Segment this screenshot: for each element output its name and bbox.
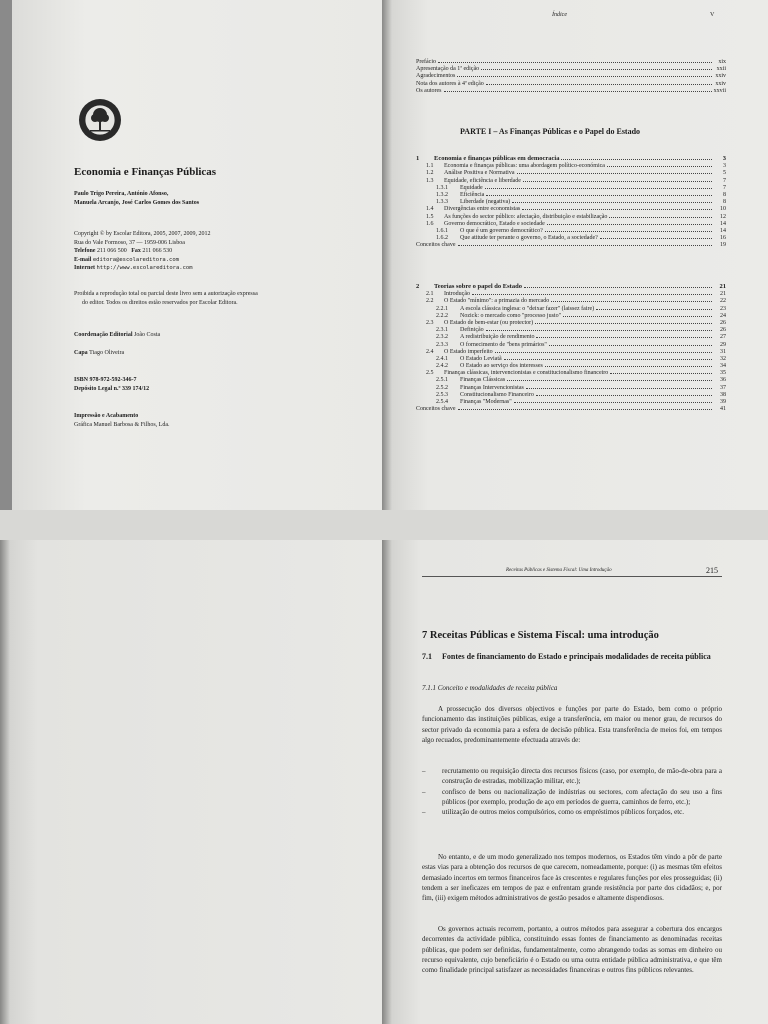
- toc-entry-page: 14: [720, 227, 726, 234]
- toc-leader-dots: [535, 319, 712, 324]
- toc-leader-dots: [486, 80, 712, 85]
- toc-entry-page: 7: [723, 184, 726, 191]
- toc-leader-dots: [444, 87, 712, 92]
- toc-entry-title: 2.5.2 Finanças Intervencionistas: [436, 384, 524, 391]
- toc-leader-dots: [507, 376, 712, 381]
- toc-leader-dots: [547, 220, 712, 225]
- toc-entry: [416, 362, 726, 369]
- publisher-seal-icon: [78, 98, 122, 142]
- toc-entry: [416, 283, 726, 290]
- toc-leader-dots: [523, 177, 712, 182]
- front-matter-list: [416, 58, 726, 94]
- gutter-shadow: [382, 540, 392, 1024]
- toc-entry-number: 1.3.2: [436, 191, 448, 198]
- toc-entry-title: 2.2.1 A escola clássica inglesa: o "deixar fazer" (laissez faire): [436, 305, 595, 312]
- toc-leader-dots: [495, 348, 712, 353]
- toc-entry-page: 16: [720, 235, 726, 242]
- paragraph-3: Os governos actuais recorrem, portanto, a outros métodos para assegurar a cobertura dos encargos decorrentes da actividade pública, constituindo essas fontes de financiamento as denominadas receitas públicas, que podem ser definidas, fundamentalmente, como abrangendo todas as somas em dinheiro ou recurso equivalente, cujo beneficiário é o Estado ou uma outra entidade pública administrativa, e que têm como finalidade principal satisfazer as necessidades financeiras e outros fins públicos relevantes.: [422, 925, 722, 975]
- toc-entry-number: 2.4.2: [436, 363, 448, 370]
- toc-entry-number: 2.3.1: [436, 327, 448, 334]
- toc-entry-number: 1.4: [426, 206, 434, 213]
- toc-entry-number: 2.2.1: [436, 305, 448, 312]
- running-header: Receitas Públicas e Sistema Fiscal: Uma Introdução: [506, 568, 612, 573]
- toc-entry-number: 1.6.1: [436, 227, 448, 234]
- toc-entry: [416, 227, 726, 234]
- toc-entry-page: 37: [720, 384, 726, 391]
- toc-leader-dots: [486, 191, 712, 196]
- toc-entry-number: 2: [416, 283, 420, 290]
- toc-entry: [416, 326, 726, 333]
- toc-entry: [416, 376, 726, 383]
- toc-entry-page: 27: [720, 334, 726, 341]
- toc-entry-title: 1.3.3 Liberdade (negativa): [436, 199, 511, 206]
- toc-entry: [416, 333, 726, 340]
- toc-entry-title: 2.3 O Estado de bem-estar (ou protector): [426, 319, 534, 326]
- toc-entry-number: 2.5.2: [436, 384, 448, 391]
- toc-entry-page: 36: [720, 377, 726, 384]
- list-item: [422, 766, 722, 787]
- toc-entry-title: 2.5 Finanças clássicas, intervencionistas e constitucionalismo financeiro: [426, 370, 609, 377]
- toc-leader-dots: [561, 155, 712, 160]
- toc-leader-dots: [545, 227, 712, 232]
- page-index: [382, 0, 768, 510]
- toc-leader-dots: [524, 283, 712, 288]
- toc-entry-number: 2.5.4: [436, 399, 448, 405]
- list-item: [422, 787, 722, 808]
- toc-entry: [416, 405, 726, 412]
- toc-leader-dots: [458, 405, 713, 410]
- subsection-heading: 7.1.1 Conceito e modalidades de receita pública: [422, 684, 558, 692]
- toc-leader-dots: [514, 398, 712, 403]
- toc-entry-title: 2.4 O Estado imperfeito: [426, 348, 493, 355]
- toc-entry-title: 2.5.3 Constitucionalismo Financeiro: [436, 391, 534, 398]
- toc-entry-title: Conceitos chave: [416, 242, 456, 249]
- list-dash: –: [422, 808, 426, 817]
- toc-entry-number: 2.5: [426, 370, 434, 377]
- toc-entry-title: 1.4 Divergências entre economistas: [426, 206, 521, 213]
- list-item-text: utilização de outros meios compulsórios, como os empréstimos públicos forçados, etc.: [442, 808, 685, 817]
- toc-leader-dots: [536, 333, 712, 338]
- toc-entry-page: 5: [723, 170, 726, 177]
- toc-entry: [416, 305, 726, 312]
- toc-entry-number: 1.1: [426, 163, 434, 170]
- cover-credit: Capa Tiago Oliveira: [74, 350, 125, 356]
- toc-entry-title: 2.2 O Estado "mínimo": a primazia do mercado: [426, 298, 550, 305]
- toc-entry-page: 39: [720, 399, 726, 405]
- toc-entry: [416, 398, 726, 405]
- toc-entry: [416, 369, 726, 376]
- toc-entry-title: 2.1 Introdução: [426, 291, 470, 298]
- list-item-text: confisco de bens ou nacionalização de indústrias ou sectores, com afectação do seu uso a fins públicos (por exemplo, produção de aço em períodos de guerra, caminhos de ferro, etc.);: [442, 787, 722, 806]
- toc-entry: [416, 241, 726, 248]
- toc-leader-dots: [536, 391, 712, 396]
- toc-leader-dots: [609, 213, 712, 218]
- editorial-coordination: Coordenação Editorial João Costa: [74, 332, 161, 338]
- toc-entry-number: 1.6: [426, 220, 434, 227]
- toc-entry: [416, 58, 726, 65]
- page-blank: [0, 540, 382, 1024]
- chapter-title: 7 Receitas Públicas e Sistema Fiscal: uma introdução: [422, 630, 659, 641]
- toc-entry: [416, 391, 726, 398]
- toc-entry-title: 2.3.2 A redistribuição de rendimento: [436, 334, 535, 341]
- toc-entry-page: 35: [720, 370, 726, 377]
- toc-leader-dots: [517, 169, 713, 174]
- toc-leader-dots: [472, 290, 712, 295]
- toc-entry-title: Os autores: [416, 87, 442, 94]
- toc-entry: [416, 155, 726, 162]
- toc-entry-title: Conceitos chave: [416, 406, 456, 413]
- toc-entry-page: 26: [720, 327, 726, 334]
- toc-entry-page: xxiv: [715, 73, 726, 80]
- toc-entry-title: 1.2 Análise Positiva e Normativa: [426, 170, 515, 177]
- toc-entry-title: Prefácio: [416, 59, 436, 65]
- toc-leader-dots: [481, 65, 712, 70]
- toc-entry: [416, 384, 726, 391]
- book-title: Economia e Finanças Públicas: [74, 166, 217, 178]
- list: [422, 766, 722, 817]
- toc-entry-page: 26: [720, 319, 726, 326]
- part-title: PARTE I – As Finanças Públicas e o Papel do Estado: [460, 127, 641, 136]
- printing-credit: Impressão e Acabamento Gráfica Manuel Barbosa & Filhos, Lda.: [74, 413, 170, 428]
- toc-entry-title: 1.3.2 Eficiência: [436, 191, 485, 198]
- toc-entry-number: 2.2.2: [436, 312, 448, 319]
- toc-leader-dots: [458, 241, 713, 246]
- toc-entry: [416, 65, 726, 72]
- toc-entry-page: 8: [723, 199, 726, 206]
- toc-entry-page: 34: [720, 363, 726, 370]
- toc-entry-title: 1 Economia e finanças públicas em democracia: [416, 155, 560, 162]
- running-header: Índice V: [552, 12, 715, 18]
- toc-entry-page: 21: [720, 291, 726, 298]
- toc-entry-number: 2.3.3: [436, 341, 448, 348]
- toc-entry-page: 3: [723, 163, 726, 170]
- toc-entry: [416, 72, 726, 79]
- toc-entry-title: Nota dos autores à 4ª edição: [416, 80, 484, 87]
- toc-entry-title: 1.5 As funções do sector público: afectação, distribuição e estabilização: [426, 213, 608, 220]
- toc-entry: [416, 184, 726, 191]
- toc-entry-number: 2.3.2: [436, 334, 448, 341]
- toc-leader-dots: [438, 58, 712, 63]
- toc-leader-dots: [600, 234, 712, 239]
- toc-entry-title: Apresentação da 1ª edição: [416, 66, 480, 73]
- header-rule: [422, 576, 722, 577]
- toc-entry-title: 1.1 Economia e finanças públicas: uma abordagem político-económica: [426, 163, 605, 170]
- toc-entry-title: 2.5.4 Finanças "Modernas": [436, 399, 512, 405]
- toc-entry-number: 1.3.3: [436, 199, 448, 206]
- toc-entry-number: 1.6.2: [436, 235, 448, 242]
- toc-entry: [416, 348, 726, 355]
- gutter-shadow: [0, 540, 10, 1024]
- paragraph-2: No entanto, e de um modo generalizado nos tempos modernos, os Estados têm vindo a pôr de parte estas vias para a obtenção dos recursos de que carecem, nomeadamente, porque: (i) as mesmas têm efeitos demasiado incertos em termos financeiros face às crescentes e regulares funções por eles prosseguidas; (ii) tendem a ser ineficazes em tempos de paz e enfrentam grande resistência por parte dos cidadãos; e, por fim, (iii) exigem métodos administrativos de gestão pesados e altamente dispendiosos.: [422, 853, 722, 903]
- toc-leader-dots: [545, 362, 712, 367]
- toc-entry-title: 2.4.1 O Estado Leviatã: [436, 355, 502, 362]
- toc-leader-dots: [607, 162, 712, 167]
- toc-entry-title: 2 Teorias sobre o papel do Estado: [416, 283, 522, 290]
- toc-entry-page: xix: [718, 59, 726, 65]
- toc-entry-page: 24: [720, 312, 726, 319]
- toc-leader-dots: [504, 355, 712, 360]
- toc-entry-title: 2.3.3 O fornecimento de "bens primários": [436, 341, 547, 348]
- chapter-1-list: [416, 155, 726, 248]
- list-dash: –: [422, 787, 426, 796]
- toc-entry: [416, 205, 726, 212]
- list-dash: –: [422, 767, 426, 775]
- toc-leader-dots: [596, 305, 712, 310]
- toc-entry-number: 2.2: [426, 298, 434, 305]
- list-item-text: recrutamento ou requisição directa dos recursos físicos (caso, por exemplo, de mão-de-obra para a construção de estradas, mobilização militar, etc.);: [442, 767, 722, 786]
- chapter-2-list: [416, 283, 726, 412]
- toc-leader-dots: [526, 384, 712, 389]
- toc-entry-title: 1.3 Equidade, eficiência e liberdade: [426, 177, 521, 184]
- toc-entry-page: 41: [720, 406, 726, 413]
- toc-entry-title: 2.4.2 O Estado ao serviço dos interesses: [436, 363, 543, 370]
- toc-entry: [416, 87, 726, 94]
- toc-entry: [416, 290, 726, 297]
- toc-entry: [416, 169, 726, 176]
- toc-leader-dots: [486, 326, 712, 331]
- toc-entry-page: 29: [720, 341, 726, 348]
- toc-entry-number: 1.3: [426, 177, 434, 184]
- toc-entry-page: 3: [722, 155, 726, 162]
- toc-entry-page: 23: [720, 305, 726, 312]
- toc-entry-title: 1.6 Governo democrático, Estado e sociedade: [426, 220, 545, 227]
- toc-entry: [416, 213, 726, 220]
- toc-entry-number: 1: [416, 155, 420, 162]
- toc-entry: [416, 355, 726, 362]
- toc-entry-page: 38: [720, 391, 726, 398]
- copyright-block: Copyright © by Escolar Editora, 2005, 2007, 2009, 2012 Rua do Vale Formoso, 37 — 1959-006 Lisboa Telefone 211 066 500 Fax 211 066 530 E-mail editora@escolareditora.com Internet http://www.escolareditora.com: [74, 231, 211, 271]
- toc-entry-title: 1.6.2 Que atitude ter perante o governo, o Estado, a sociedade?: [436, 235, 598, 242]
- toc-entry-page: 7: [723, 177, 726, 184]
- toc-entry-number: 1.2: [426, 170, 434, 177]
- toc-entry-number: 2.4: [426, 348, 434, 355]
- toc-leader-dots: [485, 184, 712, 189]
- toc-entry-number: 2.1: [426, 291, 434, 298]
- toc-leader-dots: [549, 341, 712, 346]
- toc-entry: [416, 177, 726, 184]
- toc-leader-dots: [512, 198, 712, 203]
- toc-entry-page: xxvii: [713, 87, 726, 94]
- toc-leader-dots: [551, 297, 712, 302]
- toc-entry-title: Agradecimentos: [416, 73, 456, 80]
- isbn-block: ISBN 978-972-592-346-7 Depósito Legal n.º 339 174/12: [74, 377, 150, 392]
- list-item: [422, 807, 722, 817]
- toc-entry-page: 10: [720, 206, 726, 213]
- toc-entry: [416, 220, 726, 227]
- toc-entry-title: 2.5.1 Finanças Clássicas: [436, 377, 506, 384]
- rights-notice: Proibida a reprodução total ou parcial deste livro sem a autorização expressa do editor. Todos os direitos estão reservados por Escolar Editora.: [74, 291, 258, 306]
- toc-entry-page: 31: [720, 348, 726, 355]
- toc-entry: [416, 319, 726, 326]
- toc-leader-dots: [457, 72, 712, 77]
- toc-entry: [416, 312, 726, 319]
- toc-entry: [416, 191, 726, 198]
- page-imprint: [12, 0, 382, 510]
- toc-leader-dots: [563, 312, 712, 317]
- toc-entry-page: xxiv: [715, 80, 726, 87]
- gutter-shadow: [382, 0, 392, 510]
- page-gap: [0, 510, 768, 540]
- toc-entry-number: 2.5.3: [436, 391, 448, 398]
- toc-entry-page: 22: [720, 298, 726, 305]
- toc-entry-title: 2.3.1 Definição: [436, 327, 484, 334]
- toc-entry-page: 12: [720, 213, 726, 220]
- authors: Paulo Trigo Pereira, António Afonso, Manuela Arcanjo, José Carlos Gomes dos Santos: [74, 191, 200, 206]
- toc-entry-number: 1.3.1: [436, 184, 448, 191]
- page-number: 215: [706, 566, 718, 575]
- toc-entry-page: 14: [720, 220, 726, 227]
- toc-entry-page: 8: [723, 191, 726, 198]
- toc-entry-title: 2.2.2 Nozick: o mercado como "processo justo": [436, 312, 562, 319]
- toc-entry-title: 1.6.1 O que é um governo democrático?: [436, 227, 543, 234]
- toc-entry-title: 1.3.1 Equidade: [436, 184, 483, 191]
- toc-entry: [416, 297, 726, 304]
- toc-entry: [416, 341, 726, 348]
- toc-entry: [416, 234, 726, 241]
- toc-entry: [416, 162, 726, 169]
- toc-leader-dots: [610, 369, 712, 374]
- toc-leader-dots: [522, 205, 712, 210]
- toc-entry: [416, 198, 726, 205]
- toc-entry: [416, 80, 726, 87]
- toc-entry-page: 21: [719, 283, 726, 290]
- section-heading: 7.1 Fontes de financiamento do Estado e principais modalidades de receita pública: [422, 652, 711, 661]
- toc-entry-number: 2.3: [426, 319, 434, 326]
- toc-entry-page: 19: [720, 242, 726, 249]
- toc-entry-page: xxii: [716, 66, 726, 73]
- page-chapter-7: [382, 540, 768, 1024]
- toc-entry-page: 32: [720, 355, 726, 362]
- toc-entry-number: 2.4.1: [436, 355, 448, 362]
- toc-entry-number: 1.5: [426, 213, 434, 220]
- toc-entry-number: 2.5.1: [436, 377, 448, 384]
- paragraph-1: A prossecução dos diversos objectivos e funções por parte do Estado, bem como o próprio funcionamento das instituições públicas, exige a transferência, em maior ou menor grau, de recursos do sector privado da economia para a esfera de decisão pública. Esta transferência de meios foi, em tempos algo recuados, predominantemente efectuada através de:: [422, 705, 722, 744]
